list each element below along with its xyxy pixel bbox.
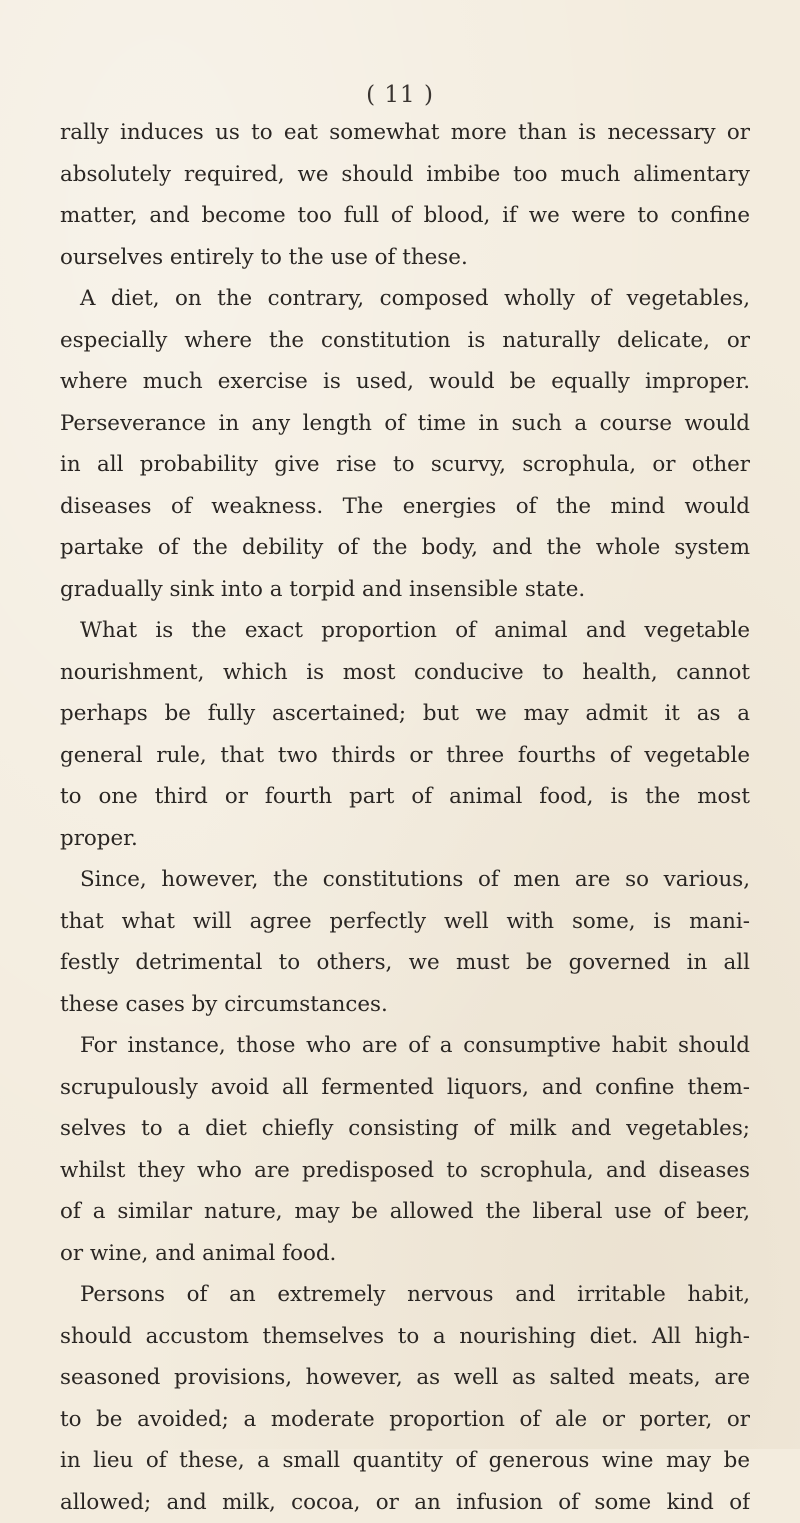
text-line: should accustom themselves to a nourishing diet. All high- [60, 1316, 750, 1358]
text-line: or wine, and animal food. [60, 1233, 750, 1275]
text-line: whilst they who are predisposed to scrophula, and diseases [60, 1150, 750, 1192]
text-line: nourishment, which is most conducive to health, cannot [60, 652, 750, 694]
text-line: diseases of weakness. The energies of the mind would [60, 486, 750, 528]
text-line: rally induces us to eat somewhat more than is necessary or [60, 112, 750, 154]
text-line: scrupulously avoid all fermented liquors, and confine them- [60, 1067, 750, 1109]
body-text [60, 112, 750, 1523]
paragraph-start-line: Since, however, the constitutions of men are so various, [60, 859, 750, 901]
text-line: to one third or fourth part of animal food, is the most [60, 776, 750, 818]
text-line: seasoned provisions, however, as well as salted meats, are [60, 1357, 750, 1399]
paragraph-start-line: What is the exact proportion of animal and vegetable [60, 610, 750, 652]
text-line: selves to a diet chiefly consisting of milk and vegetables; [60, 1108, 750, 1150]
text-line: proper. [60, 818, 750, 860]
text-line: that what will agree perfectly well with some, is mani- [60, 901, 750, 943]
paragraph-start-line: Persons of an extremely nervous and irritable habit, [60, 1274, 750, 1316]
paragraph-start-line: A diet, on the contrary, composed wholly of vegetables, [60, 278, 750, 320]
text-line: ourselves entirely to the use of these. [60, 237, 750, 279]
text-line: these cases by circumstances. [60, 984, 750, 1026]
text-line: allowed; and milk, cocoa, or an infusion of some kind of [60, 1482, 750, 1523]
text-line: absolutely required, we should imbibe too much alimentary [60, 154, 750, 196]
text-line: in all probability give rise to scurvy, scrophula, or other [60, 444, 750, 486]
text-line: general rule, that two thirds or three fourths of vegetable [60, 735, 750, 777]
text-line: in lieu of these, a small quantity of generous wine may be [60, 1440, 750, 1482]
text-line: festly detrimental to others, we must be governed in all [60, 942, 750, 984]
text-line: gradually sink into a torpid and insensible state. [60, 569, 750, 611]
text-line: partake of the debility of the body, and the whole system [60, 527, 750, 569]
text-line: to be avoided; a moderate proportion of ale or porter, or [60, 1399, 750, 1441]
text-line: especially where the constitution is naturally delicate, or [60, 320, 750, 362]
text-line: where much exercise is used, would be equally improper. [60, 361, 750, 403]
paragraph-start-line: For instance, those who are of a consumptive habit should [60, 1025, 750, 1067]
text-line: perhaps be fully ascertained; but we may admit it as a [60, 693, 750, 735]
page-number: ( 11 ) [0, 82, 800, 108]
text-line: matter, and become too full of blood, if we were to confine [60, 195, 750, 237]
text-line: of a similar nature, may be allowed the liberal use of beer, [60, 1191, 750, 1233]
text-line: Perseverance in any length of time in such a course would [60, 403, 750, 445]
